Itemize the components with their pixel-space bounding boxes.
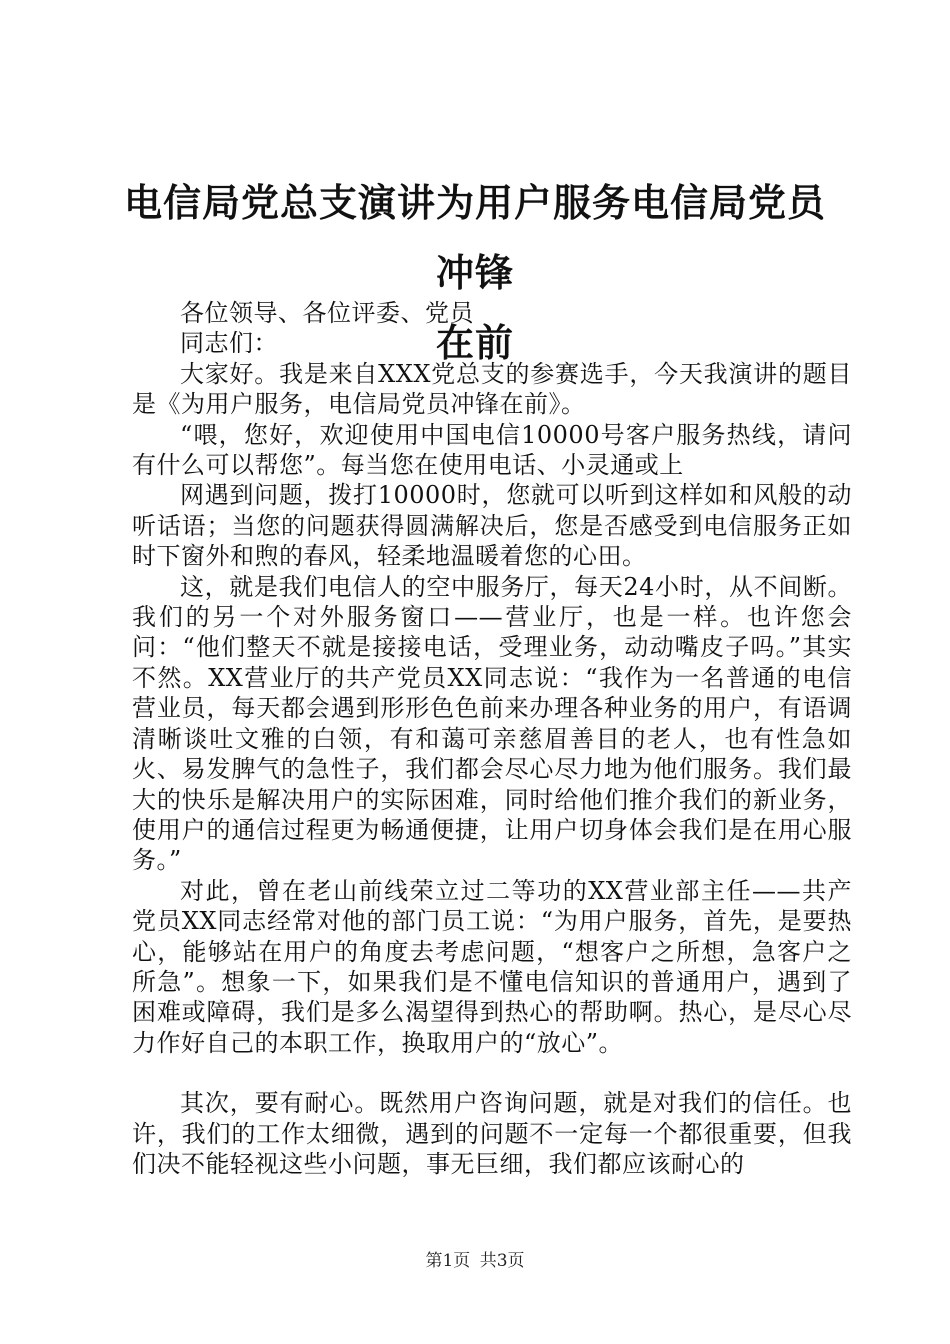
title-line-1: 电信局党总支演讲为用户服务电信局党员冲锋 bbox=[123, 180, 826, 295]
paragraph: 网遇到问题，拨打10000时，您就可以听到这样如和风般的动听话语；当您的问题获得圆满解决后，您是否感受到电信服务正如时下窗外和煦的春风，轻柔地温暖着您的心田。 bbox=[132, 481, 852, 571]
page-footer bbox=[0, 1246, 950, 1271]
salutation-line-1: 各位领导、各位评委、党员 bbox=[180, 299, 474, 327]
paragraph: 对此，曾在老山前线荣立过二等功的XX营业部主任——共产党员XX同志经常对他的部门员工说：“为用户服务，首先，是要热心，能够站在用户的角度去考虑问题，“想客户之所想，急客户之所急”。想象一下，如果我们是不懂电信知识的普通用户，遇到了困难或障碍，我们是多么渴望得到热心的帮助啊。热心，是尽心尽力作好自己的本职工作，换取用户的“放心”。 bbox=[132, 876, 852, 1057]
paragraph: 这，就是我们电信人的空中服务厅，每天24小时，从不间断。我们的另一个对外服务窗口——营业厅，也是一样。也许您会问：“他们整天不就是接接电话，受理业务，动动嘴皮子吗。”其实不然。XX营业厅的共产党员XX同志说：“我作为一名普通的电信营业员，每天都会遇到形形色色前来办理各种业务的用户，有语调清晰谈吐文雅的白领，有和蔼可亲慈眉善目的老人，也有性急如火、易发脾气的急性子，我们都会尽心尽力地为他们服务。我们最大的快乐是解决用户的实际困难，同时给他们推介我们的新业务，使用户的通信过程更为畅通便捷，让用户切身体会我们是在用心服务。” bbox=[132, 572, 852, 875]
title-line-2: 在前 bbox=[435, 320, 514, 365]
page-total: 共3页 bbox=[479, 1251, 525, 1271]
page-number: 第1页 bbox=[425, 1251, 471, 1271]
salutation-line-2: 同志们： bbox=[180, 329, 278, 358]
document-body bbox=[132, 298, 852, 1179]
paragraph: “喂，您好，欢迎使用中国电信10000号客户服务热线，请问有什么可以帮您”。每当您在使用电话、小灵通或上 bbox=[132, 420, 852, 480]
paragraph: 其次，要有耐心。既然用户咨询问题，就是对我们的信任。也许，我们的工作太细微，遇到的问题不一定每一个都很重要，但我们决不能轻视这些小问题，事无巨细，我们都应该耐心的 bbox=[132, 1089, 852, 1178]
paragraph: 大家好。我是来自XXX党总支的参赛选手，今天我演讲的题目是《为用户服务，电信局党员冲锋在前》。 bbox=[132, 359, 852, 419]
